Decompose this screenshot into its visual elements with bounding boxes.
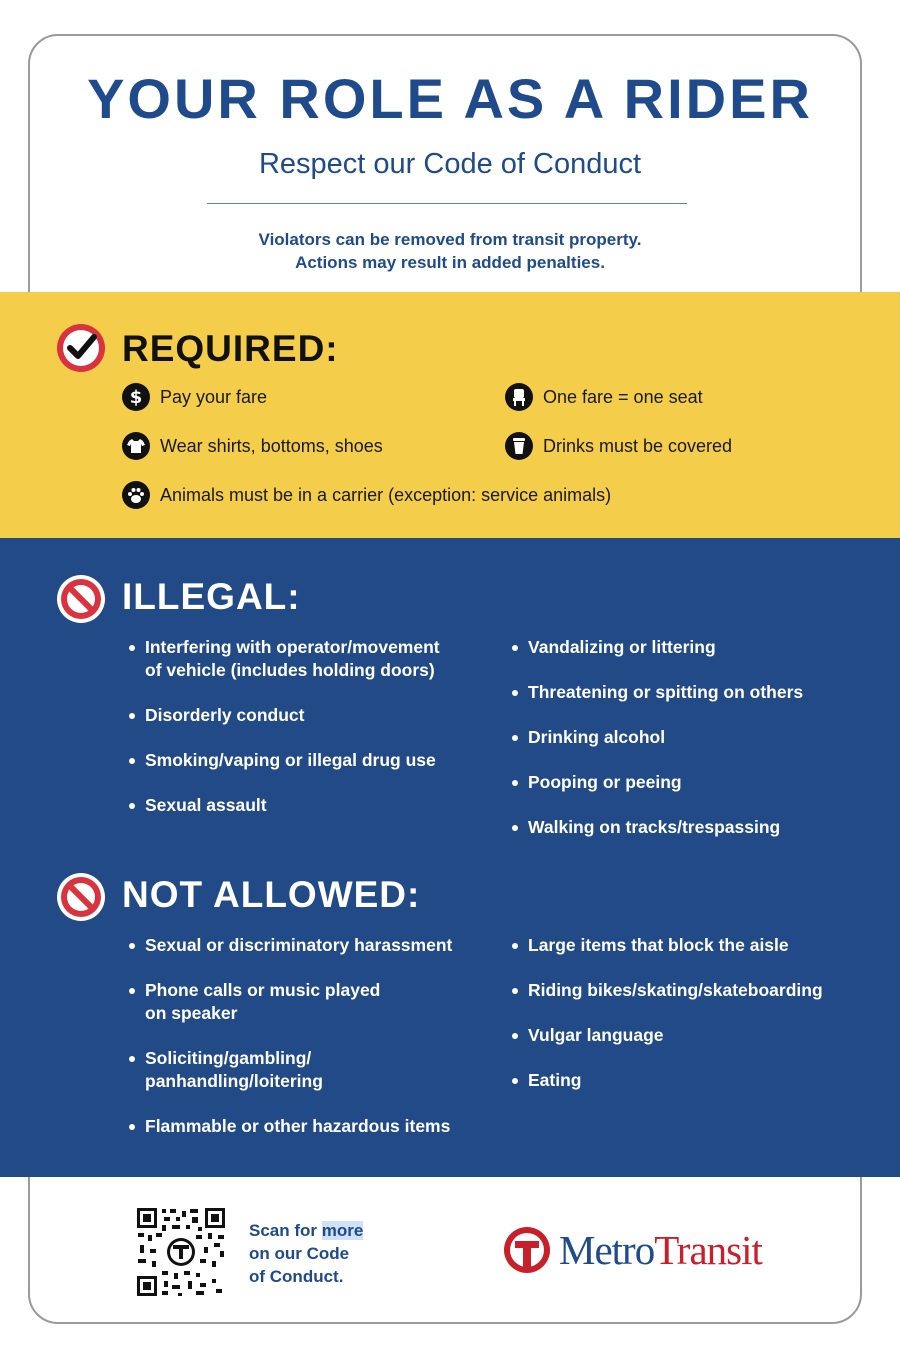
item-line: Flammable or other hazardous items xyxy=(145,1116,451,1136)
not-allowed-item: Large items that block the aisle xyxy=(510,934,789,957)
logo-wordmark xyxy=(559,1226,762,1274)
not-allowed-item xyxy=(127,1047,323,1093)
item-line: Sexual assault xyxy=(145,795,267,815)
required-item xyxy=(505,383,703,411)
required-item-label: Animals must be in a carrier (exception: service animals) xyxy=(160,484,612,505)
illegal-item: Drinking alcohol xyxy=(510,726,665,749)
required-heading: REQUIRED: xyxy=(122,328,339,369)
seat-icon xyxy=(505,383,533,411)
item-line: Smoking/vaping or illegal drug use xyxy=(145,750,436,770)
illegal-item: Threatening or spitting on others xyxy=(510,681,803,704)
checkmark-circle-icon xyxy=(55,322,107,374)
illegal-item: Pooping or peeing xyxy=(510,771,682,794)
required-item-label: One fare = one seat xyxy=(543,386,703,407)
scan-line xyxy=(249,1219,363,1242)
svg-text:$: $ xyxy=(129,387,143,408)
required-item-label: Wear shirts, bottoms, shoes xyxy=(160,435,383,456)
logo-transit: Transit xyxy=(654,1227,762,1273)
illegal-item: Walking on tracks/trespassing xyxy=(510,816,780,839)
required-item-label: Drinks must be covered xyxy=(543,435,733,456)
page-subtitle: Respect our Code of Conduct xyxy=(258,148,642,180)
shirt-icon xyxy=(122,432,150,460)
illegal-item xyxy=(127,749,436,772)
item-line: Interfering with operator/movement xyxy=(145,637,440,657)
item-line: of vehicle (includes holding doors) xyxy=(145,660,435,680)
item-line: Sexual or discriminatory harassment xyxy=(145,935,453,955)
item-line: Phone calls or music played xyxy=(145,980,381,1000)
illegal-item xyxy=(127,794,267,817)
required-item xyxy=(122,432,383,460)
required-item xyxy=(122,383,267,411)
item-line: Disorderly conduct xyxy=(145,705,305,725)
scan-prompt xyxy=(249,1219,363,1288)
dollar-icon xyxy=(122,383,150,411)
scan-highlight: more xyxy=(321,1221,364,1240)
cup-icon xyxy=(505,432,533,460)
title-divider xyxy=(207,203,687,204)
metro-t-logo-icon xyxy=(503,1226,551,1274)
illegal-heading: ILLEGAL: xyxy=(122,576,301,617)
scan-line: of Conduct. xyxy=(249,1267,344,1286)
not-allowed-heading: NOT ALLOWED: xyxy=(122,874,421,915)
not-allowed-item xyxy=(127,1115,450,1138)
required-item-label: Pay your fare xyxy=(160,386,268,407)
paw-icon xyxy=(122,481,150,509)
not-allowed-item xyxy=(127,934,452,957)
qr-code-icon[interactable] xyxy=(136,1207,226,1297)
item-line: on speaker xyxy=(145,1003,238,1023)
warning-line: Violators can be removed from transit property. xyxy=(258,230,642,249)
scan-text: Scan for xyxy=(249,1221,322,1240)
illegal-item xyxy=(127,636,440,682)
illegal-item xyxy=(127,704,304,727)
required-item xyxy=(122,481,611,509)
page-title: YOUR ROLE AS A RIDER xyxy=(87,67,813,130)
item-line: Soliciting/gambling/ xyxy=(145,1048,312,1068)
warning-line: Actions may result in added penalties. xyxy=(295,253,605,272)
metro-transit-logo xyxy=(503,1226,762,1274)
logo-metro: Metro xyxy=(559,1227,655,1273)
not-allowed-item xyxy=(127,979,380,1025)
not-allowed-item: Eating xyxy=(510,1069,581,1092)
not-allowed-item: Riding bikes/skating/skateboarding xyxy=(510,979,823,1002)
scan-line: on our Code xyxy=(249,1244,350,1263)
prohibited-icon xyxy=(55,871,107,923)
prohibited-icon xyxy=(55,573,107,625)
warning-text xyxy=(0,228,900,274)
illegal-item: Vandalizing or littering xyxy=(510,636,716,659)
item-line: panhandling/loitering xyxy=(145,1071,323,1091)
required-item xyxy=(505,432,732,460)
not-allowed-item: Vulgar language xyxy=(510,1024,664,1047)
